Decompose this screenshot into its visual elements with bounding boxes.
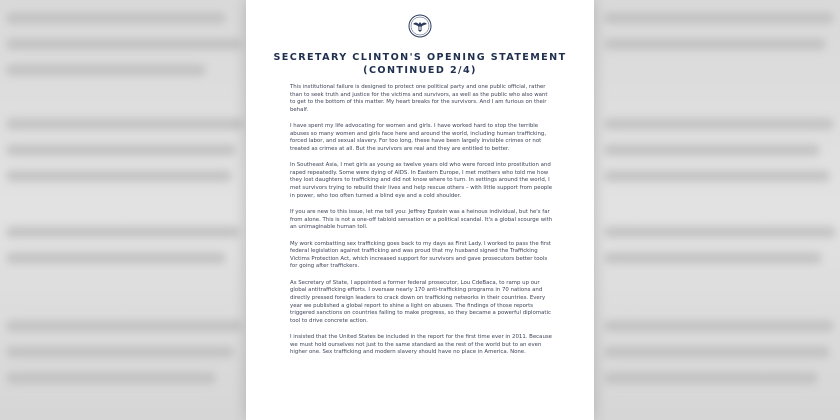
- eagle-seal-icon: [408, 14, 432, 38]
- paragraph: I have spent my life advocating for women and girls. I have worked hard to stop the terrible abuses so many women and girls face here and around the world, including human trafficking, forced labor, and sexual slavery. For too long, these have been largely invisible crimes or not treated as crimes at all. But the survivors are real and they are entitled to better.: [290, 123, 547, 152]
- paragraph: If you are new to this issue, let me tell you: Jeffrey Epstein was a heinous individual, but he's far from alone. This is not a one-off tabloid sensation or a political scandal. It's a global scourge with an unimaginable human toll.: [290, 209, 553, 231]
- statement-page: [246, 0, 594, 420]
- paragraph: My work combatting sex trafficking goes back to my days as First Lady. I worked to pass the first federal legislation against trafficking and was proud that my husband signed the Trafficking Victims Protection Act, which increased support for survivors and gave prosecutors better tools for going after traffickers.: [290, 240, 551, 270]
- paragraph: I insisted that the United States be included in the report for the first time ever in 2011. Because we must hold ourselves not just to the same standard as the rest of the world but to an even higher one. Sex trafficking and modern slavery should have no place in America. None.: [290, 334, 552, 356]
- statement-title: [246, 51, 594, 77]
- paragraph: This institutional failure is designed to protect one political party and one public official, rather than to seek truth and justice for the victims and survivors, as well as the public who also want to get to the bottom of this matter. My heart breaks for the survivors. And I am furious on their behalf.: [290, 84, 548, 113]
- paragraph: In Southeast Asia, I met girls as young as twelve years old who were forced into prostitution and raped repeatedly. Some were dying of AIDS. In Eastern Europe, I met mothers who told me how they lost daughters to trafficking and did not know where to turn. In settings around the world, I met survivors trying to rebuild their lives and help rescue others – with little support from people in power, who too often turned a blind eye and a cold shoulder.: [290, 162, 553, 199]
- title-line-1: SECRETARY CLINTON'S OPENING STATEMENT: [273, 52, 567, 63]
- title-line-2: (CONTINUED 2/4): [363, 65, 477, 76]
- statement-body: [290, 84, 554, 366]
- paragraph: As Secretary of State, I appointed a former federal prosecutor, Lou CdeBaca, to ramp up our global antitrafficking efforts. I oversaw nearly 170 anti-trafficking programs in 70 nations and directly pressed foreign leaders to crack down on trafficking networks in their countries. Every year we published a global report to shine a light on abuses. The findings of those reports triggered sanctions on countries failing to make progress, so they became a powerful diplomatic tool to drive concrete action.: [290, 279, 551, 324]
